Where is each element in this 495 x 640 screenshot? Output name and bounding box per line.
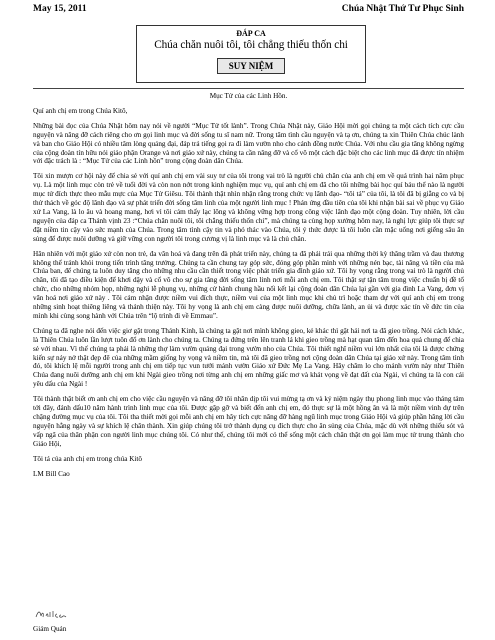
- title-top: [137, 26, 365, 56]
- article-body: [33, 92, 464, 484]
- section-label: SUY NIỆM: [217, 58, 285, 74]
- title-heading: Chúa chăn nuôi tôi, tôi chẳng thiếu thốn chi: [154, 39, 348, 51]
- signer-name: LM Bill Cao: [33, 469, 70, 478]
- title-box: [136, 25, 366, 83]
- header-date: May 15, 2011: [33, 4, 87, 14]
- signoff-title: Giám Quản: [33, 625, 67, 633]
- closing-line: Tôi tá của anh chị em trong chúa Kitô: [33, 454, 142, 463]
- title-label: ĐÁP CA: [236, 29, 266, 38]
- paragraph: Những bài đọc của Chúa Nhật hôm nay nói về người “Mục Tử tốt lành”. Trong Chúa Nhật này, Giáo Hội mời gọi chúng ta một cách tích cực cầu nguyện và nâng đỡ cách riêng cho ơn gọi linh mục và đời sống tu sĩ nam nữ. Trong tâm tình cầu nguyện và tạ ơn, chúng ta xin Thiên Chúa chúc lành và ban cho Giáo Hội có nhiều tâm lòng quảng đại, đáp trả tiếng gọi ra đi làm vườn nho cho cánh đồng nước Chúa. Với nhu cầu gia tăng không ngừng của cộng đoàn tín hữu nói giáo phận Orange và nơi giáo xứ này, chúng ta cần nâng đỡ và cổ võ một cách đặc biệt cho các linh mục đã được tín nhiệm với đặc trách là : “Mục Tử của các Linh hồn” trong cộng đoàn dân Chúa.: [33, 121, 464, 166]
- paragraph: Chúng ta đã nghe nói đến việc giơ gặt trong Thánh Kinh, là chúng ta gặt nơi mình không gieo, kẻ khác thì gặt hái nơi ta đã gieo trồng. Nói cách khác, là Thiên Chúa luôn lần lượt tuôn đổ ơn lành cho chúng ta. Chúng ta đứng trên lên tranh lá khi gieo trồng mà hạt quan tâm đến hoa quả chung để chia sẻ với nhau. Vì thế chúng ta phải là những thợ làm vườn quảng đại trong vườn nho của Chúa. Tôi thiết nghĩ niềm vui lớn nhất của tôi là được chứng kiến sự nảy nở thật đẹp đẽ của những mầm giống hy vọng và niềm tin, mà tôi đã gieo trồng nơi cộng đoàn dân Chúa tại giáo xứ này. Trong tâm tình đó, tôi khích lệ mỗi người trong anh chị em tiếp tục vun tưới mảnh vườn Giáo xứ Đức Mẹ La Vang. Hãy chăm lo cho mảnh vườn này như Thiên Chúa đang nuôi dưỡng anh chị em khi Ngài gieo trồng nơi từng anh chị em những giấc mơ và khát vọng về đạt đất của Ngài, vì chúng ta là con cái yêu dấu của Ngài !: [33, 326, 464, 389]
- intro-line: Mục Tử của các Linh Hồn.: [209, 92, 288, 100]
- divider: [33, 88, 464, 89]
- header-title: Chúa Nhật Thứ Tư Phục Sinh: [341, 4, 464, 14]
- paragraph: Tôi thành thật biết ơn anh chị em cho việc cầu nguyện và nâng đỡ tôi nhân dịp tôi vui mừng tạ ơn và kỷ niệm ngày thụ phong linh mục vào tháng tám tới đây, đánh dấu10 năm hành trình linh mục của tôi. Được gặp gỡ và biết đến anh chị em, đó thực sự là một hồng ân và là một niềm vinh dự trên chặng đường mục vụ của tôi. Tôi tha thiết mời gọi mỗi anh chị em hãy tích cực nâng đỡ hàng ngũ linh mục trong Giáo Hội và giúp phần hăng lời cầu nguyện hằng ngày và sự khích lệ chân thành. Xin giúp chúng tôi trở thành dụng cụ đích thực cho ân sủng của Chúa, mặc dù với những thiếu sót và vấp ngã của thân phận con người linh mục chúng tôi. Có như thế, chúng tôi mới có thể sống một cách chân thật ơn gọi làm mục tử trung thành cho Giáo Hội,: [33, 395, 464, 448]
- greeting: Quí anh chị em trong Chúa Kitô,: [33, 106, 128, 115]
- signature-image: [34, 608, 74, 620]
- paragraph: Tôi xin mượn cơ hội này để chia sẻ với quí anh chị em vài suy tư của tôi trong vai trò là người chủ chăn của anh chị em về quá trình hai năm phục vụ. Là một linh mục còn trẻ về tuổi đời và còn non nớt trong kinh nghiệm mục vụ, quí anh chị em đã cho tôi những bài học quí báu thể nào là người mục tử đích thực theo mẫu mực của Mục Tử Giêsu. Tôi thành thật nhìn nhận rằng trong chức vụ lãnh đạo- “tôi tá” của tôi, là tôi đã bị giằng co và bị thử thách về góc độ lãnh đạo và sự phát triển đời sống tâm linh của một người linh mục ! Phán ứng đầu tiên của tôi khi nhận bài sai về phục vụ Giáo xứ La Vang, là lo âu và hoang mang, hơi vì tôi cảm thấy lạc lõng và không vững hợp trong công việc lãnh đạo một cộng đoàn. Tuy nhiên, lời cầu nguyện của đáp ca Thánh vịnh 23 :“Chúa chăn nuôi tôi, tôi chẳng thiếu thốn chi”, mà chúng ta cùng họp xướng hôm nay, là nghị lực giúp tôi thực sự đặt niềm tin cậy vào sức mạnh của Chúa. Trong tâm tình cậy tin và phó thác vào Chúa, tôi ý thức được là tôi luôn cần mặc uống nơi giếng sâu ân sủng để được nuôi dưỡng và giữ vững con người tôi trong cương vị là linh mục và là chủ chăn.: [33, 172, 464, 243]
- paragraph: Hân nhiên với một giáo xứ còn non trẻ, đa văn hoá và đang trên đà phát triển này, chúng ta đã phải trải qua những thời kỳ thăng trầm và đau thương không thể tránh khỏi trong tiến trình tăng trưởng. Chúng ta cần chung tay góp sức, đóng góp phần mình với những nén bạc, tài năng và tiền của mà Chúa ban, để chúng ta luôn duy tăng cho những nhu cầu cần thiết trong việc phát triển gia đình giáo xứ. Tôi hy vọng rằng trong vai trò là người chủ chăn, tôi đã tạo điều kiện để khơi dậy và cổ võ cho sự gia tăng đời sống tâm linh nơi mỗi anh chị em. Tôi thật sự tận tâm trong việc chuẩn bị đề tổ chức, cho những nhóm họp, những nghi lễ phụng vụ, những cử hành chung hầu nối kết lại cộng đoàn dân Chúa lại gần với gia đình La Vang, đơn vị văn hoá nơi giáo xứ này . Tôi cảm nhận được niềm vui đích thực, niềm vui của một linh mục khi chủ trì hoặc tham dự với quí anh chị em trong những sinh hoạt thiêng liêng và thánh thiện này. Tôi hy vọng là anh chị em càng được nuôi dưỡng, chữa lành, an ủi và được xác tín về đức tin của mình khi cùng song hành với Chúa trên “lộ trình đi về Emmau”.: [33, 249, 464, 320]
